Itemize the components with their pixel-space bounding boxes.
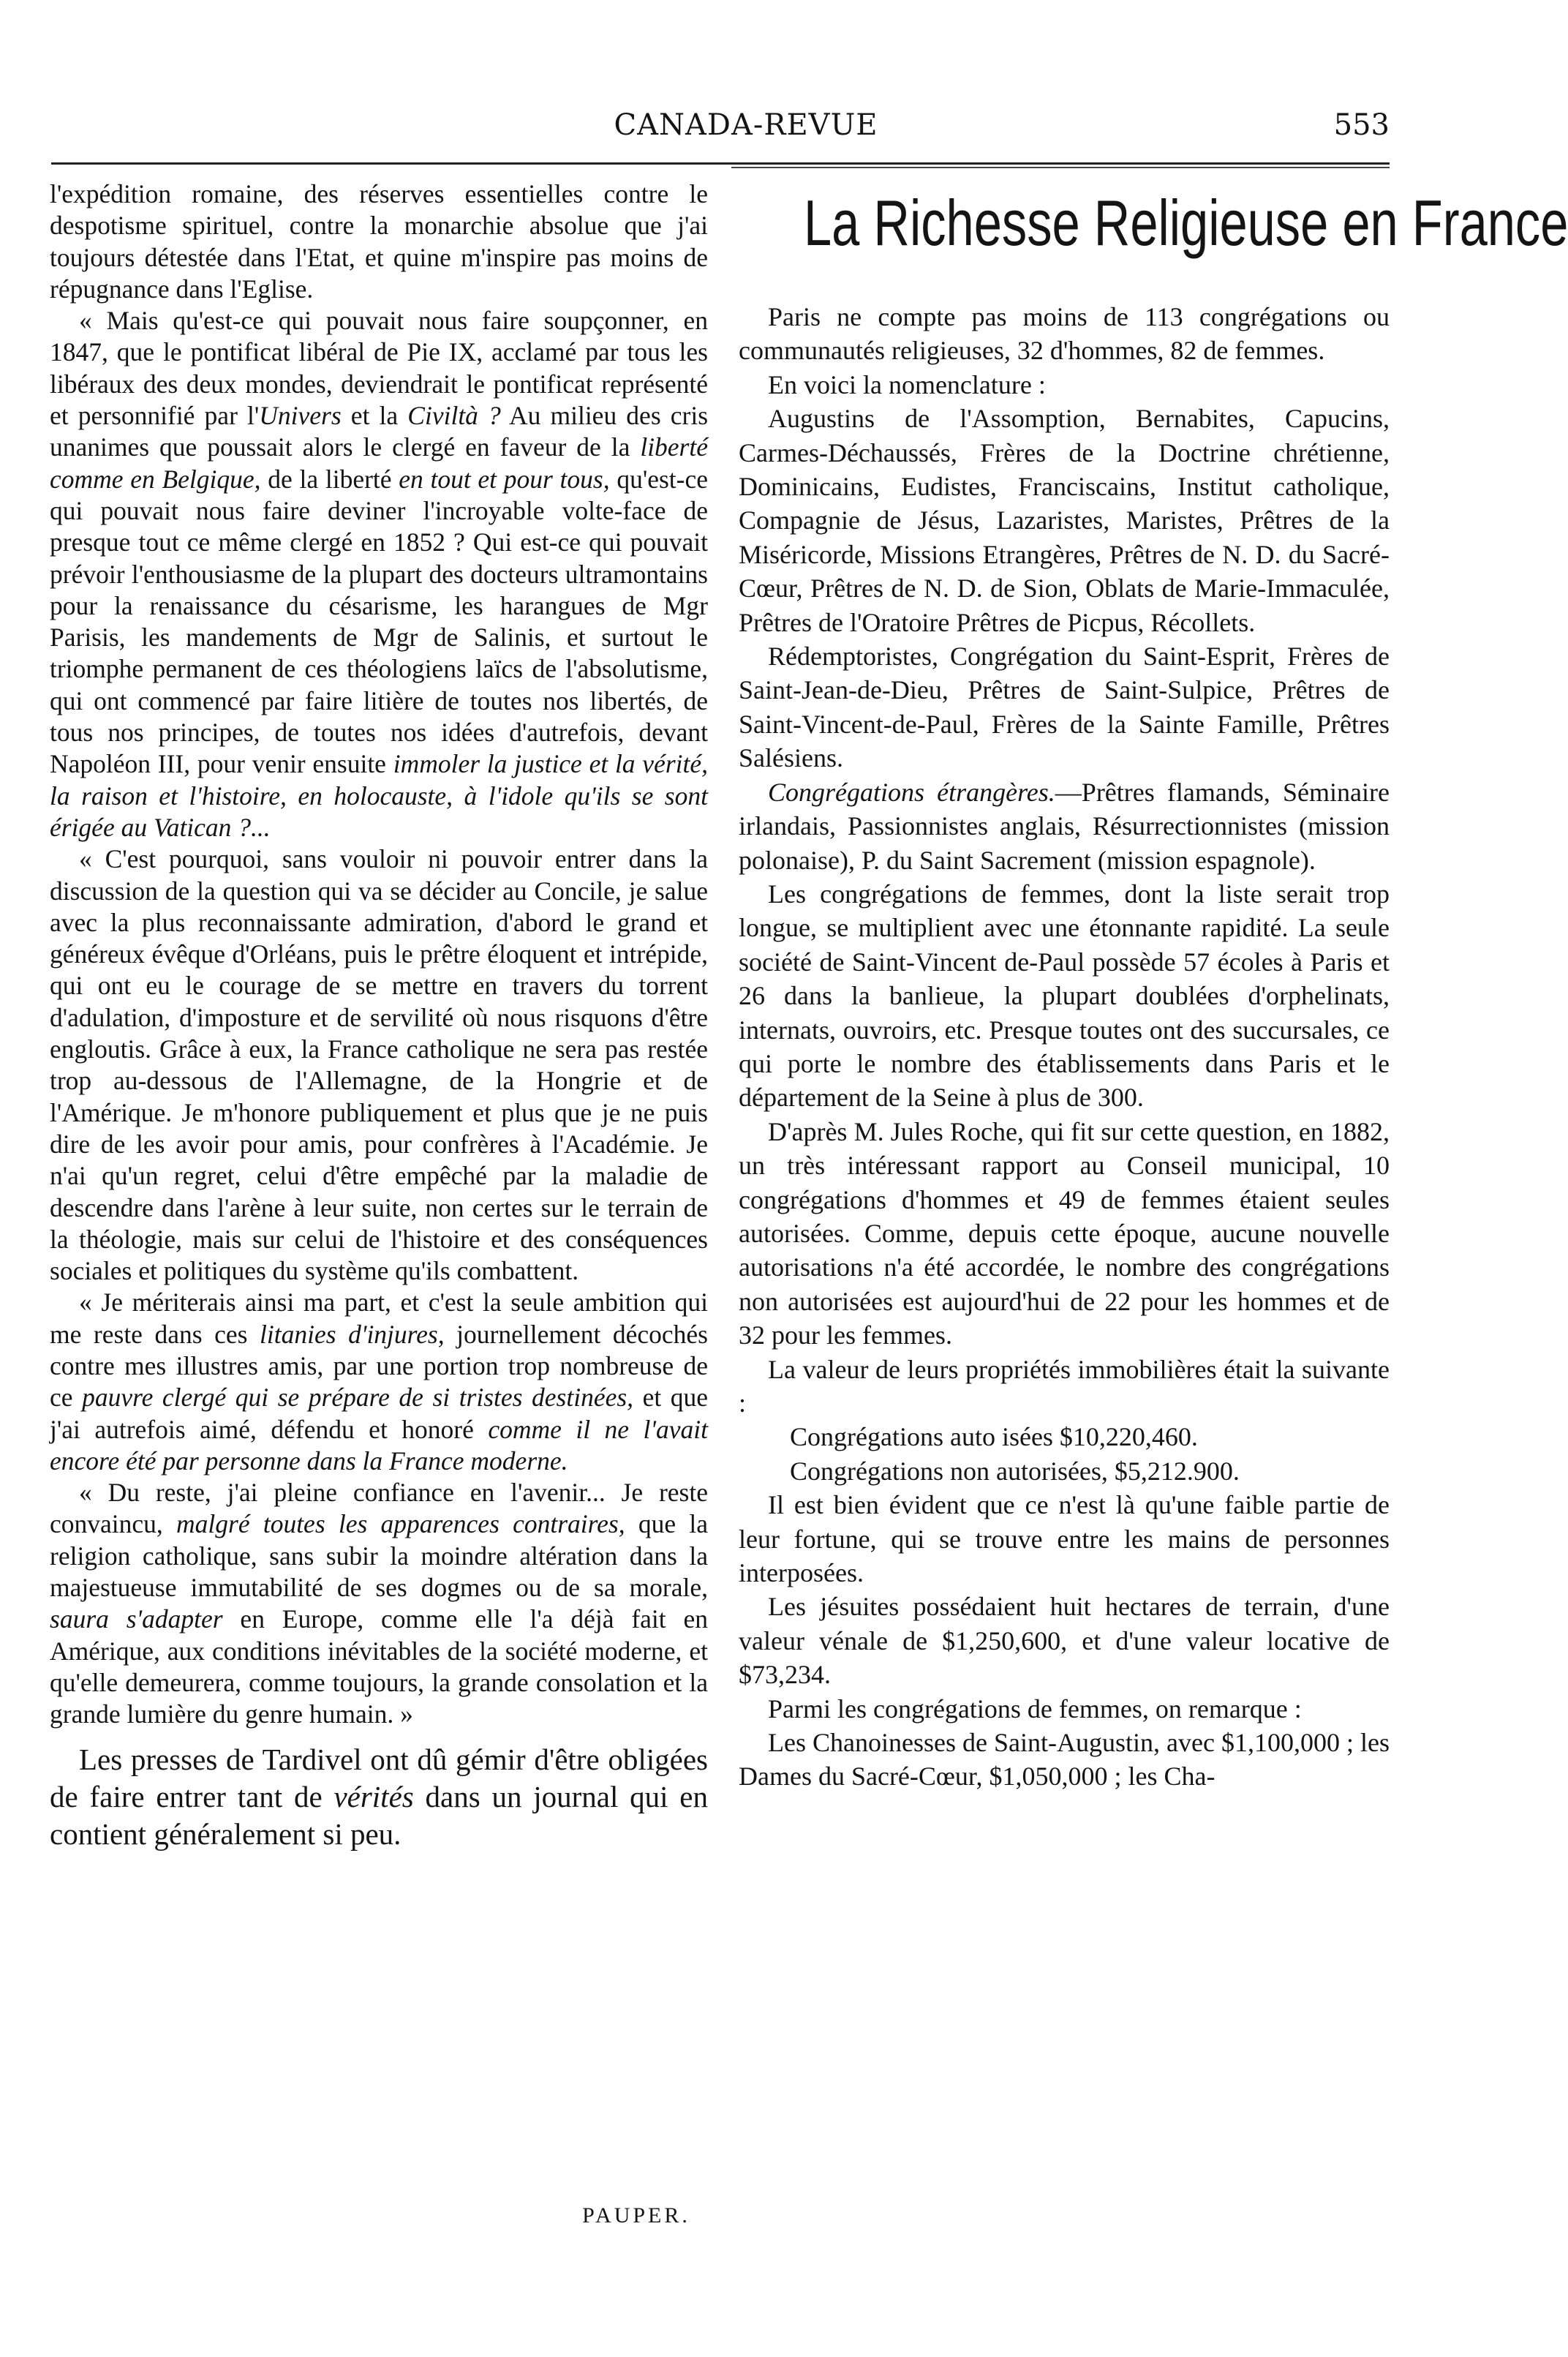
paragraph: Les jésuites possédaient huit hectares de terrain, d'une valeur vénale de $1,250,600, et d'une valeur locative de $73,234. [739,1592,1390,1690]
paragraph [739,775,1390,877]
right-column [739,300,1390,1794]
text-run: de la liberté [260,464,399,494]
paragraph: La valeur de leurs propriétés immobilières était la suivante : [739,1354,1390,1418]
left-column [50,178,708,1853]
text-run: —Prêtres flamands, Séminaire irlandais, Passionnistes anglais, Résurrectionnistes (mission polonaise), P. du Saint Sacrement (mission espagnole). [739,777,1390,875]
text-run: en Europe, comme elle l'a déjà fait en Amérique, aux conditions inévitables de la société moderne, et qu'elle demeurera, comme toujours, la grande consolation et la grande lumière du genre humain. » [50,1604,708,1729]
paragraph: Il est bien évident que ce n'est là qu'une faible partie de leur fortune, qui se trouve entre les mains de personnes interposées. [739,1490,1390,1588]
header-rule [51,162,1390,165]
italic-run: Univers [259,401,342,431]
article-title: La Richesse Religieuse en France [804,187,1568,259]
text-run: Au milieu des cris unanimes que poussait alors le clergé en faveur de la [50,401,709,462]
property-value-line: Congrégations non autorisées, $5,212.900. [790,1456,1240,1486]
text-run: et la [341,401,408,431]
paragraph: l'expédition romaine, des réserves essentielles contre le despotisme spirituel, contre la monarchie absolue que j'ai toujours détestée dans l'Etat, et quine m'inspire pas moins de répugnance dans l'Eglise. [50,179,708,304]
paragraph [50,1477,708,1730]
text-run: que la religion catholique, sans subir la moindre altération dans la majestueuse immutabilité de ses dogmes ou de sa morale, [50,1509,708,1603]
paragraph: « C'est pourquoi, sans vouloir ni pouvoir entrer dans la discussion de la question qui va se décider au Concile, je salue avec la plus reconnaissante admiration, d'abord le grand et généreux évêque d'Orléans, puis le prêtre éloquent et intrépide, qui ont eu le courage de se mettre en travers du torrent d'adulation, d'imposture et de servilité où nous risquons d'être engloutis. Grâce à eux, la France catholique ne sera pas restée trop au-dessous de l'Allemagne, de la Hongrie et de l'Amérique. Je m'honore publiquement et plus que je ne puis dire de les avoir pour amis, pour confrères à l'Académie. Je n'ai qu'un regret, celui d'être empêché par la maladie de descendre dans l'arène à leur suite, non certes sur le terrain de la théologie, mais sur celui de l'histoire et des conséquences sociales et politiques du système qu'ils combattent. [50,844,708,1286]
text-run: dans un journal qui en contient généralement si peu. [50,1779,708,1851]
paragraph: Rédemptoristes, Congrégation du Saint-Esprit, Frères de Saint-Jean-de-Dieu, Prêtres de Saint-Sulpice, Prêtres de Saint-Vincent-de-Paul, Frères de la Sainte Famille, Prêtres Salésiens. [739,642,1390,773]
text-run: « Du reste, j'ai pleine confiance en l'avenir... Je reste convaincu, [50,1478,708,1539]
italic-run: vérités [333,1779,414,1813]
text-run: journellement décochés contre mes illustres amis, par une portion trop nombreuse de ce [50,1319,708,1413]
paragraph: En voici la nomenclature : [768,369,1046,399]
text-run: Les presses de Tardivel ont dû gémir d'être obligées de faire entrer tant de [50,1742,708,1813]
paragraph: Parmi les congrégations de femmes, on remarque : [768,1693,1302,1723]
italic-run: immoler la justice et la vérité, la raison et l'histoire, en holocauste, à l'idole qu'ils se sont érigée au Vatican ?... [50,749,708,842]
paragraph: Les Chanoinesses de Saint-Augustin, avec $1,100,000 ; les Dames du Sacré-Cœur, $1,050,000 ; les Cha- [739,1728,1390,1792]
paragraph: Les congrégations de femmes, dont la liste serait trop longue, se multiplient avec une étonnante rapidité. La seule société de Saint-Vincent de-Paul possède 57 écoles à Paris et 26 dans la banlieue, la plupart doublées d'orphelinats, internats, ouvroirs, etc. Presque toutes ont des succursales, ce qui porte le nombre des établissements dans Paris et le département de la Seine à plus de 300. [739,879,1390,1113]
italic-run: Civiltà ? [407,401,501,431]
signature: PAUPER. [582,2203,690,2228]
text-run: qu'est-ce qui pouvait nous faire deviner l'incroyable volte-face de presque tout ce même clergé en 1852 ? Qui est-ce qui pouvait prévoir l'enthousiasme de la plupart des docteurs ultramontains pour la renaissance du césarisme, les harangues de Mgr Parisis, les mandements de Mgr de Salinis, et surtout le triomphe permanent de ces théologiens laïcs de l'absolutisme, qui ont commencé par faire litière de toutes nos libertés, de tous nos principes, de toutes nos idées d'autrefois, devant Napoléon III, pour venir ensuite [50,464,708,779]
italic-run: comme il ne l'avait encore été par personne dans la France moderne. [50,1414,708,1476]
italic-run: en tout et pour tous, [399,464,610,494]
paragraph [50,305,708,843]
italic-run: litanies d'injures, [260,1319,445,1349]
paragraph: Augustins de l'Assomption, Bernabites, Capucins, Carmes-Déchaussés, Frères de la Doctrine chrétienne, Dominicains, Eudistes, Franciscains, Institut catholique, Compagnie de Jésus, Lazaristes, Maristes, Prêtres de la Miséricorde, Missions Etrangères, Prêtres de N. D. du Sacré-Cœur, Prêtres de N. D. de Sion, Oblats de Marie-Immaculée, Prêtres de l'Oratoire Prêtres de Picpus, Récollets. [739,404,1390,637]
text-run: et que j'ai autrefois aimé, défendu et honoré [50,1383,708,1444]
italic-run: liberté comme en Belgique, [50,432,708,494]
paragraph: D'après M. Jules Roche, qui fit sur cette question, en 1882, un très intéressant rapport au Conseil municipal, 10 congrégations d'hommes et 49 de femmes étaient seules autorisées. Comme, depuis cette époque, aucune nouvelle autorisations n'a été accordée, le nombre des congrégations non autorisées est aujourd'hui de 22 pour les hommes et de 32 pour les femmes. [739,1116,1390,1350]
closing-paragraph [50,1741,708,1853]
property-value-line: Congrégations auto isées $10,220,460. [790,1422,1198,1452]
running-title: CANADA-REVUE [614,108,878,142]
italic-run: malgré toutes les apparences contraires, [176,1509,625,1539]
paragraph [50,1287,708,1477]
italic-run: Congrégations étrangères. [768,777,1055,807]
text-run: « Mais qu'est-ce qui pouvait nous faire soupçonner, en 1847, que le pontificat libéral de Pie IX, acclamé par tous les libéraux des deux mondes, deviendrait le pontificat représenté et personnifié par l' [50,306,708,431]
paragraph: Paris ne compte pas moins de 113 congrégations ou communautés religieuses, 32 d'hommes, 82 de femmes. [739,302,1390,366]
italic-run: saura s'adapter [50,1604,223,1634]
header-rule-secondary [731,167,1390,168]
page-number: 553 [1333,108,1390,142]
text-run: « Je mériterais ainsi ma part, et c'est la seule ambition qui me reste dans ces [50,1287,708,1349]
italic-run: pauvre clergé qui se prépare de si tristes destinées, [82,1383,634,1413]
